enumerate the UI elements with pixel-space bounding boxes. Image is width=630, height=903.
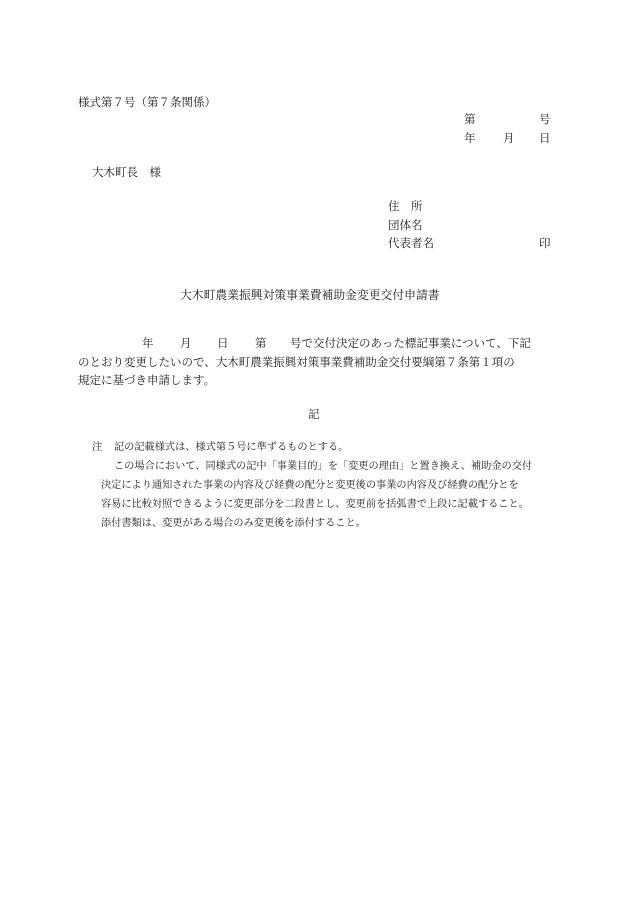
seal-mark: 印 bbox=[539, 236, 551, 250]
body-dai: 第 bbox=[255, 336, 267, 350]
address-label: 住 所 bbox=[388, 199, 423, 213]
representative-label: 代表者名 bbox=[388, 236, 434, 250]
body-line3: 規定に基づき申請します。 bbox=[78, 373, 216, 387]
body-month: 月 bbox=[180, 336, 192, 350]
note-line-5: 添付書類は、変更がある場合のみ変更後を添付すること。 bbox=[101, 518, 366, 529]
note-line-1: 記の記載様式は、様式第５号に準ずるものとする。 bbox=[114, 442, 349, 453]
ki-heading: 記 bbox=[308, 407, 320, 421]
addressee: 大木町長 様 bbox=[92, 165, 161, 179]
body-day: 日 bbox=[217, 336, 229, 350]
note-label: 注 bbox=[92, 442, 103, 453]
document-title: 大木町農業振興対策事業費補助金変更交付申請書 bbox=[180, 288, 440, 302]
date-year: 年 bbox=[464, 131, 476, 145]
note-line-4: 容易に比較対照できるように変更部分を二段書とし、変更前を括弧書で上段に記載すること。 bbox=[101, 499, 529, 510]
date-day: 日 bbox=[539, 131, 551, 145]
note-line-2: この場合において、同様式の記中「事業目的」を「変更の理由」と置き換え、補助金の交付 bbox=[114, 461, 533, 472]
body-year: 年 bbox=[142, 336, 154, 350]
note-line-3: 決定により通知された事業の内容及び経費の配分と変更後の事業の内容及び経費の配分とを bbox=[101, 480, 519, 491]
form-label: 様式第７号（第７条関係） bbox=[78, 95, 216, 109]
doc-number-go: 号 bbox=[539, 112, 551, 126]
doc-number-dai: 第 bbox=[464, 112, 476, 126]
body-line2: のとおり変更したいので、大木町農業振興対策事業費補助金交付要綱第７条第１項の bbox=[78, 355, 515, 369]
body-line1-rest: 号で交付決定のあった標記事業について、下記 bbox=[290, 336, 531, 350]
date-month: 月 bbox=[503, 131, 515, 145]
organization-label: 団体名 bbox=[388, 218, 423, 232]
